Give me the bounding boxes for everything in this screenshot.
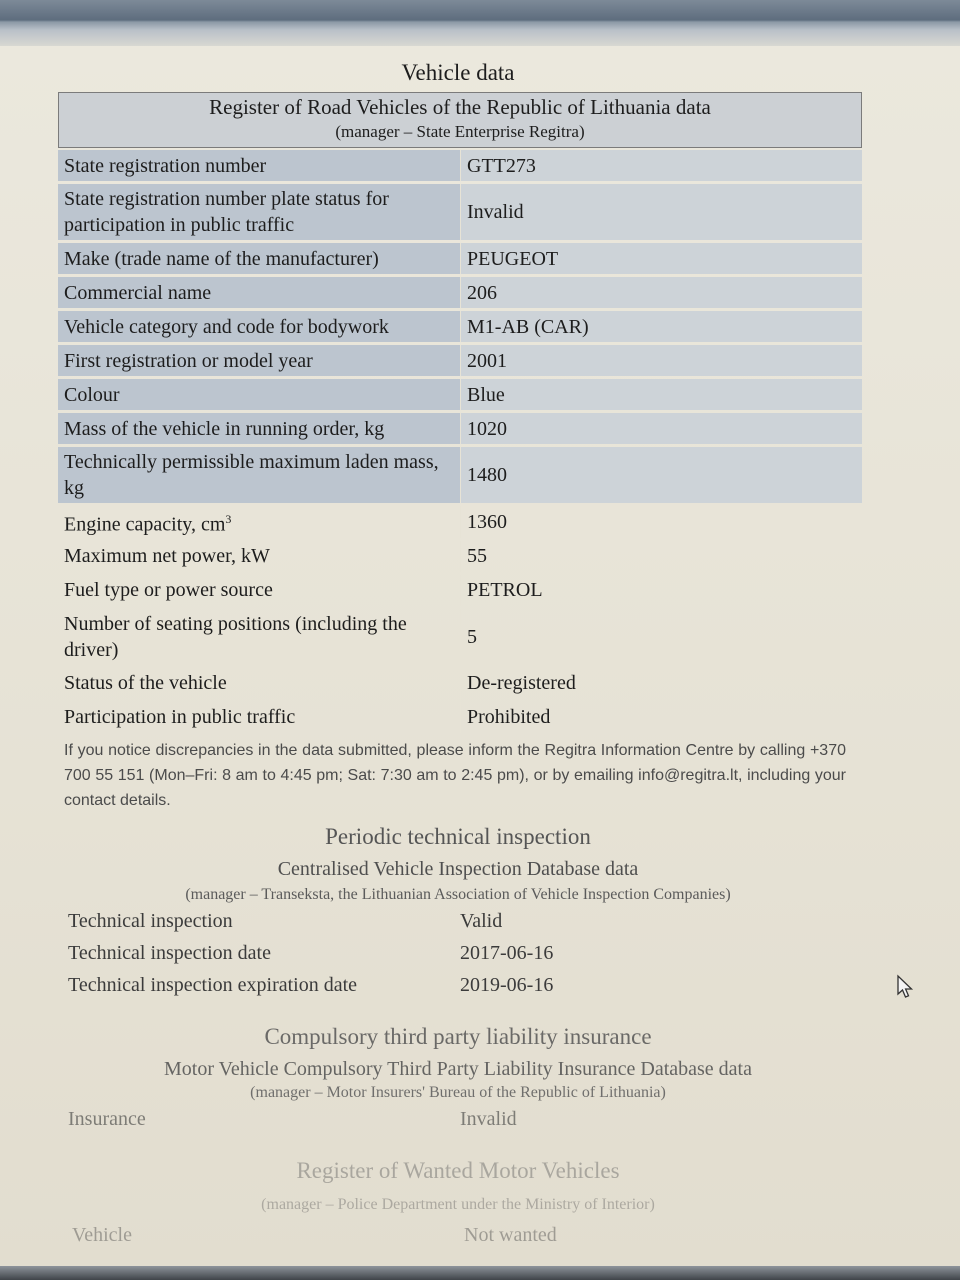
row-label: Fuel type or power source [58, 575, 461, 606]
superscript-3: 3 [225, 512, 232, 526]
row-label: Status of the vehicle [58, 668, 461, 699]
register-heading: Register of Road Vehicles of the Republic of Lithuania data [209, 95, 711, 119]
row-label: Make (trade name of the manufacturer) [58, 243, 461, 274]
row-value: Invalid [461, 184, 862, 240]
row-label: Technical inspection expiration date [68, 974, 358, 996]
row-label: State registration number plate status for participation in public traffic [58, 184, 461, 240]
row-label: Vehicle category and code for bodywork [58, 311, 461, 342]
inspection-manager: (manager – Transeksta, the Lithuanian Association of Vehicle Inspection Companies) [185, 886, 731, 903]
insurance-manager: (manager – Motor Insurers' Bureau of the Republic of Lithuania) [250, 1084, 666, 1101]
table-row [58, 413, 862, 444]
screen-frame-bottom [0, 1266, 960, 1280]
row-value: 2017-06-16 [460, 942, 554, 964]
row-value: 1360 [467, 510, 507, 533]
table-row [58, 379, 862, 410]
table-row [58, 506, 862, 538]
discrepancy-notice: If you notice discrepancies in the data submitted, please inform the Regitra Information Centre by calling +370 700 55 151 (Mon–Fri: 8 am to 4:45 pm; Sat: 7:30 am to 2:45 pm), or by emailing info@regitra.lt, including your contact details. [64, 742, 846, 809]
table-row [58, 447, 862, 503]
page-title: Vehicle data [401, 60, 515, 85]
row-value: 1480 [461, 447, 862, 503]
row-label: Number of seating positions (including the driver) [58, 609, 461, 665]
table-row [58, 311, 862, 342]
row-label-text: Engine capacity, cm [64, 513, 226, 536]
inspection-subtitle: Centralised Vehicle Inspection Database data [277, 858, 639, 880]
row-value: 5 [467, 625, 477, 648]
register-heading-box [58, 92, 862, 148]
table-row [58, 345, 862, 376]
table-row [58, 243, 862, 274]
vehicle-data-table [58, 147, 862, 736]
row-value: 206 [461, 277, 862, 308]
row-value: 2001 [461, 345, 862, 376]
inspection-title: Periodic technical inspection [325, 824, 591, 849]
insurance-title: Compulsory third party liability insurance [264, 1024, 652, 1049]
row-value: PETROL [467, 579, 543, 602]
row-label: Commercial name [58, 277, 461, 308]
row-label: Mass of the vehicle in running order, kg [58, 413, 461, 444]
row-label: Technical inspection [68, 910, 233, 932]
browser-frame-top [0, 0, 960, 46]
row-label: Participation in public traffic [58, 702, 461, 733]
row-value: Valid [460, 910, 503, 932]
row-label: Insurance [68, 1108, 146, 1130]
row-label: Technical inspection date [68, 942, 271, 964]
wanted-manager: (manager – Police Department under the Ministry of Interior) [261, 1196, 655, 1213]
row-value: PEUGEOT [461, 243, 862, 274]
table-row [58, 277, 862, 308]
insurance-subtitle: Motor Vehicle Compulsory Third Party Liability Insurance Database data [163, 1058, 752, 1080]
row-label: Maximum net power, kW [58, 541, 461, 572]
table-row [58, 184, 862, 240]
row-value: 55 [467, 545, 487, 568]
table-row [58, 702, 862, 733]
page-content [0, 46, 960, 1266]
row-value: Prohibited [467, 706, 551, 729]
row-label: Vehicle [72, 1224, 132, 1246]
arrow-cursor-icon [896, 974, 916, 1000]
table-row [58, 668, 862, 699]
row-label: Colour [58, 379, 461, 410]
row-label: First registration or model year [58, 345, 461, 376]
row-value: Not wanted [464, 1224, 557, 1246]
row-label: Technically permissible maximum laden mass, kg [58, 447, 461, 503]
table-row [58, 150, 862, 181]
table-row [58, 609, 862, 665]
row-value: GTT273 [461, 150, 862, 181]
row-value: De-registered [467, 672, 576, 695]
table-row [58, 541, 862, 572]
row-value: 2019-06-16 [460, 974, 554, 996]
wanted-title: Register of Wanted Motor Vehicles [296, 1158, 620, 1183]
row-label: State registration number [58, 150, 461, 181]
row-value: Blue [461, 379, 862, 410]
row-value: Invalid [460, 1108, 517, 1130]
row-value: 1020 [461, 413, 862, 444]
register-manager: (manager – State Enterprise Regitra) [335, 122, 585, 141]
row-label [58, 506, 461, 538]
table-row [58, 575, 862, 606]
row-value: M1-AB (CAR) [461, 311, 862, 342]
